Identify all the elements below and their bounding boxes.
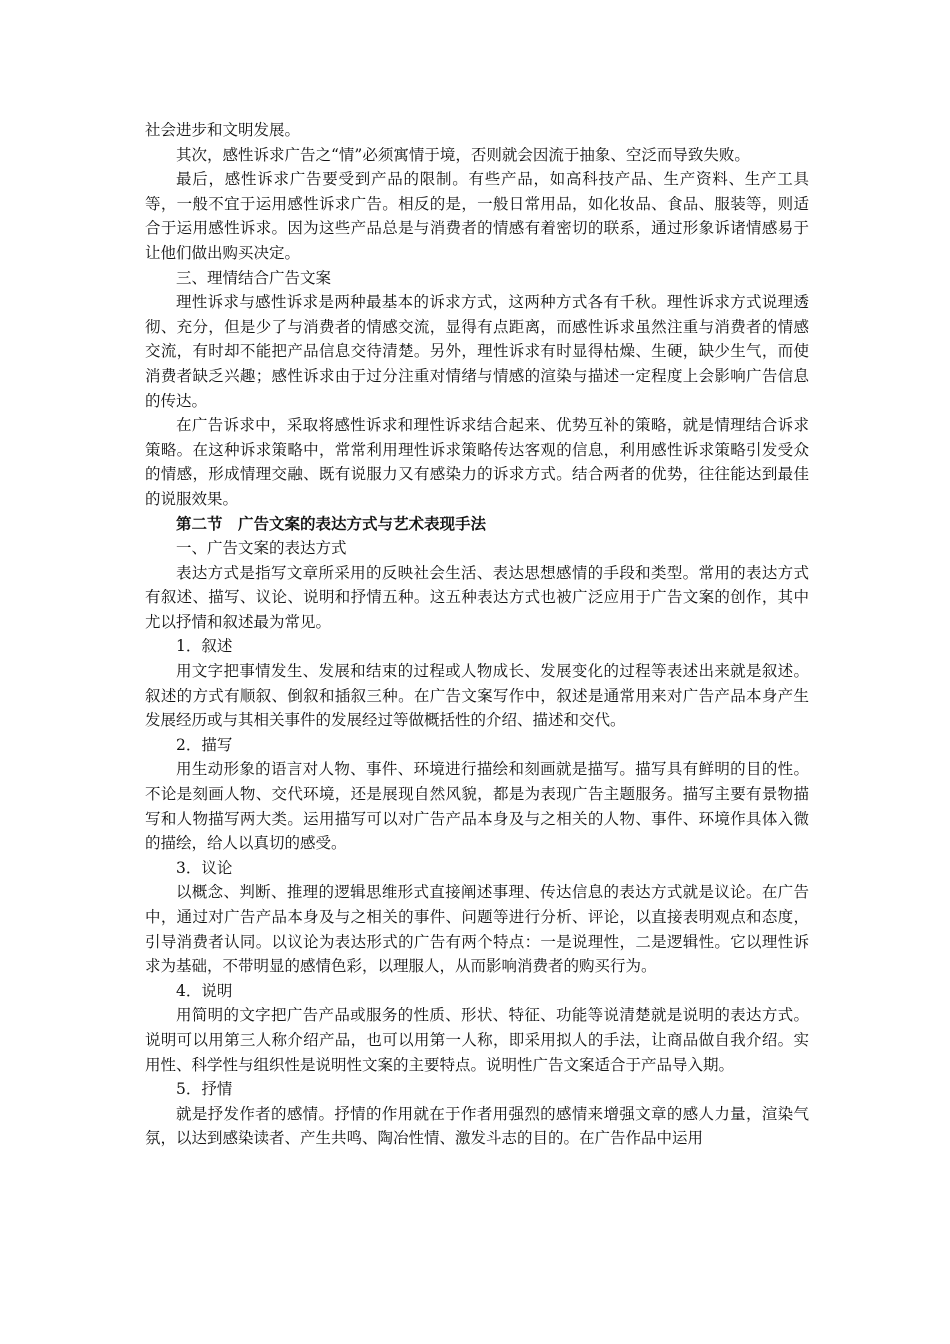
document-page <box>145 118 809 1151</box>
subheading: 三、理情结合广告文案 <box>176 268 332 287</box>
section-heading: 第二节 广告文案的表达方式与艺术表现手法 <box>176 513 487 533</box>
paragraph: 社会进步和文明发展。 <box>145 121 301 139</box>
item-heading: 5．抒情 <box>176 1080 233 1099</box>
item-heading: 1．叙述 <box>176 637 233 656</box>
item-heading: 3．议论 <box>176 858 233 877</box>
paragraph: 在广告诉求中，采取将感性诉求和理性诉求结合起来、优势互补的策略，就是情理结合诉求策略。在这种诉求策略中，常常利用理性诉求策略传达客观的信息，利用感性诉求策略引发受众的情感，形成情理交融、既有说服力又有感染力的诉求方式。结合两者的优势，往往能达到最佳的说服效果。 <box>145 416 809 508</box>
paragraph: 用简明的文字把广告产品或服务的性质、形状、特征、功能等说清楚就是说明的表达方式。说明可以用第三人称介绍产品，也可以用第一人称，即采用拟人的手法，让商品做自我介绍。实用性、科学性与组织性是说明性文案的主要特点。说明性广告文案适合于产品导入期。 <box>145 1006 809 1074</box>
paragraph: 理性诉求与感性诉求是两种最基本的诉求方式，这两种方式各有千秋。理性诉求方式说理透彻、充分，但是少了与消费者的情感交流，显得有点距离，而感性诉求虽然注重与消费者的情感交流，有时却不能把产品信息交待清楚。另外，理性诉求有时显得枯燥、生硬，缺少生气，而使消费者缺乏兴趣；感性诉求由于过分注重对情绪与情感的渲染与描述一定程度上会影响广告信息的传达。 <box>145 293 809 410</box>
paragraph: 用文字把事情发生、发展和结束的过程或人物成长、发展变化的过程等表述出来就是叙述。叙述的方式有顺叙、倒叙和插叙三种。在广告文案写作中，叙述是通常用来对广告产品本身产生发展经历或与其相关事件的发展经过等做概括性的介绍、描述和交代。 <box>145 662 809 730</box>
paragraph: 用生动形象的语言对人物、事件、环境进行描绘和刻画就是描写。描写具有鲜明的目的性。不论是刻画人物、交代环境，还是展现自然风貌，都是为表现广告主题服务。描写主要有景物描写和人物描写两大类。运用描写可以对广告产品本身及与之相关的人物、事件、环境作具体入微的描绘，给人以真切的感受。 <box>145 760 809 853</box>
paragraph: 其次，感性诉求广告之“情”必须寓情于境，否则就会因流于抽象、空泛而导致失败。 <box>176 145 750 164</box>
paragraph: 就是抒发作者的感情。抒情的作用就在于作者用强烈的感情来增强文章的感人力量，渲染气氛，以达到感染读者、产生共鸣、陶冶性情、激发斗志的目的。在广告作品中运用 <box>145 1104 809 1148</box>
item-heading: 4．说明 <box>176 981 233 1000</box>
item-heading: 2．描写 <box>176 735 233 754</box>
subheading: 一、广告文案的表达方式 <box>176 539 347 558</box>
paragraph: 表达方式是指写文章所采用的反映社会生活、表达思想感情的手段和类型。常用的表达方式有叙述、描写、议论、说明和抒情五种。这五种表达方式也被广泛应用于广告文案的创作，其中尤以抒情和叙述最为常见。 <box>145 563 809 631</box>
paragraph: 以概念、判断、推理的逻辑思维形式直接阐述事理、传达信息的表达方式就是议论。在广告中，通过对广告产品本身及与之相关的事件、问题等进行分析、评论，以直接表明观点和态度，引导消费者认同。以议论为表达形式的广告有两个特点：一是说理性，二是逻辑性。它以理性诉求为基础，不带明显的感情色彩，以理服人，从而影响消费者的购买行为。 <box>145 883 809 976</box>
paragraph: 最后，感性诉求广告要受到产品的限制。有些产品，如高科技产品、生产资料、生产工具等，一般不宜于运用感性诉求广告。相反的是，一般日常用品，如化妆品、食品、服装等，则适合于运用感性诉求。因为这些产品总是与消费者的情感有着密切的联系，通过形象诉诸情感易于让他们做出购买决定。 <box>145 170 809 262</box>
